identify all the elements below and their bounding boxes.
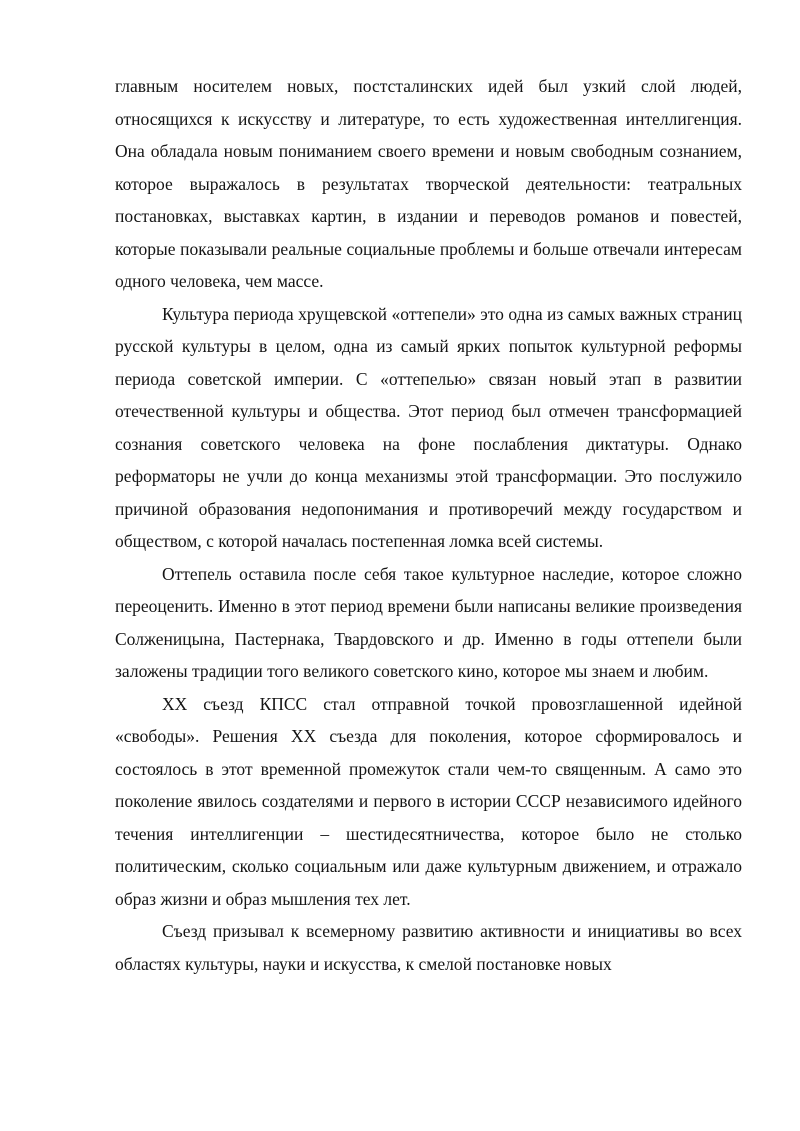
paragraph-congress-call: Съезд призывал к всемерному развитию активности и инициативы во всех областях культуры, науки и искусства, к смелой постановке новых xyxy=(115,921,742,974)
paragraph-thaw-culture: Культура периода хрущевской «оттепели» это одна из самых важных страниц русской культуры в целом, одна из самый ярких попыток культурной реформы периода советской империи. С «оттепелью» связан новый этап в развитии отечественной культуры и общества. Этот период был отмечен трансформацией сознания советского человека на фоне послабления диктатуры. Однако реформаторы не учли до конца механизмы этой трансформации. Это послужило причиной образования недопонимания и противоречий между государством и обществом, с которой началась постепенная ломка всей системы. xyxy=(115,303,742,551)
paragraph-xx-congress: XX съезд КПСС стал отправной точкой провозглашенной идейной «свободы». Решения XX съезда для поколения, которое сформировалось и состоялось в этот временной промежуток стали чем-то священным. А само это поколение явилось создателями и первого в истории СССР независимого идейного течения интеллигенции – шестидесятничества, которое было не столько политическим, сколько социальным или даже культурным движением, и отражало образ жизни и образ мышления тех лет. xyxy=(115,693,742,909)
document-page xyxy=(115,70,742,980)
paragraph-thaw-legacy: Оттепель оставила после себя такое культурное наследие, которое сложно переоценить. Именно в этот период времени были написаны великие произведения Солженицына, Пастернака, Твардовского и др. Именно в годы оттепели были заложены традиции того великого советского кино, которое мы знаем и любим. xyxy=(115,563,742,681)
paragraph-continuation: главным носителем новых, постсталинских идей был узкий слой людей, относящихся к искусству и литературе, то есть художественная интеллигенция. Она обладала новым пониманием своего времени и новым свободным сознанием, которое выражалось в результатах творческой деятельности: театральных постановках, выставках картин, в издании и переводов романов и повестей, которые показывали реальные социальные проблемы и больше отвечали интересам одного человека, чем массе. xyxy=(115,76,742,291)
